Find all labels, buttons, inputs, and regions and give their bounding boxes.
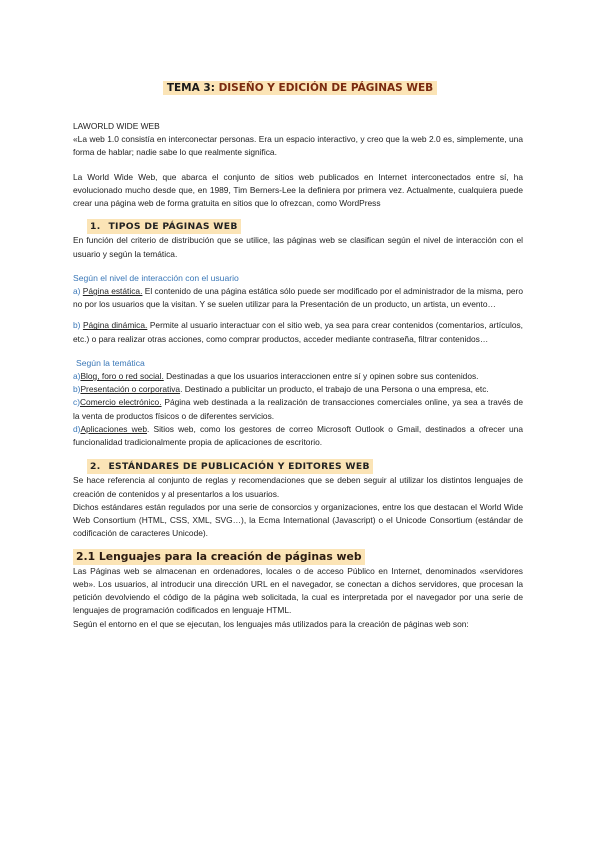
section2-para2: Dichos estándares están regulados por una serie de consorcios y organizaciones, entre los que destacan el World Wide Web Consortium (HTML, CSS, XML, SVG…), la Ecma International (Javascript) o el Unicode Consortium (estándar de codificación de caracteres Unicode). bbox=[73, 501, 523, 539]
theme-item-blog bbox=[73, 370, 523, 383]
section1-heading-row bbox=[73, 219, 523, 234]
theme-item-term: Aplicaciones web bbox=[80, 423, 147, 434]
document-body bbox=[73, 120, 523, 631]
theme-item-text: Destinadas a que los usuarios interaccionen entre sí y opinen sobre sus contenidos. bbox=[163, 371, 479, 382]
page-title bbox=[163, 81, 437, 95]
section21-heading: 2.1 Lenguajes para la creación de páginas web bbox=[73, 549, 365, 564]
item-a-term: Página estática. bbox=[82, 286, 143, 297]
section2-heading bbox=[87, 459, 373, 474]
title-prefix: TEMA 3: bbox=[166, 82, 215, 94]
theme-item-label: c) bbox=[73, 397, 80, 408]
title-main: DISEÑO Y EDICIÓN DE PÁGINAS WEB bbox=[218, 82, 434, 94]
theme-item-term: Blog, foro o red social. bbox=[80, 371, 164, 382]
intro-heading: LAWORLD WIDE WEB bbox=[73, 121, 160, 131]
section1-title: TIPOS DE PÁGINAS WEB bbox=[108, 221, 238, 233]
section21-para2: Según el entorno en el que se ejecutan, los lenguajes más utilizados para la creación de páginas web son: bbox=[73, 618, 469, 629]
interaction-heading: Según el nivel de interacción con el usuario bbox=[73, 272, 239, 283]
title-container bbox=[0, 78, 600, 96]
section1-heading bbox=[87, 219, 241, 234]
section21-heading-row bbox=[73, 549, 523, 564]
section2-number: 2. bbox=[90, 461, 101, 473]
theme-item-corporate bbox=[73, 383, 523, 396]
theme-item-term: Comercio electrónico. bbox=[79, 397, 162, 408]
theme-item-ecommerce bbox=[73, 396, 523, 422]
item-b-term: Página dinámica. bbox=[82, 320, 148, 331]
theme-item-text: . Sitios web, como los gestores de correo Microsoft Outlook o Gmail, destinados a ofrecer una funcionalidad tradicionalmente propia de aplicaciones de escritorio. bbox=[73, 423, 524, 448]
theme-item-text: . Destinado a publicitar un producto, el trabajo de una Persona o una empresa, etc. bbox=[180, 384, 489, 395]
section2-heading-row bbox=[73, 459, 523, 474]
intro-paragraph: La World Wide Web, que abarca el conjunto de sitios web publicados en Internet interconectados entre sí, ha evolucionado mucho desde que, en 1989, Tim Berners-Lee la definiera por primera vez. Actualmente, cualquiera puede crear una página web de forma gratuita en sitios que lo ofrezcan, como WordPress bbox=[73, 171, 523, 209]
section21-para1: Las Páginas web se almacenan en ordenadores, locales o de acceso Público en Internet, denominados «servidores web». Los usuarios, al introducir una dirección URL en el navegador, se conectan a dichos servidores, que procesan la petición devolviendo el código de la página web solicitada, la cual es interpretada por el navegador por una serie de lenguajes de programación codificados en lenguaje HTML. bbox=[73, 565, 523, 616]
theme-item-label: d) bbox=[73, 423, 81, 434]
intro-quote: «La web 1.0 consistía en interconectar personas. Era un espacio interactivo, y creo que la web 2.0 es, simplemente, una forma de hablar; nadie sabe lo que realmente significa. bbox=[73, 134, 523, 158]
theme-item-term: Presentación o corporativa bbox=[80, 384, 181, 395]
item-a-text: El contenido de una página estática sólo puede ser modificado por el administrador de la misma, pero no por los usuarios que la visitan. Y se suelen utilizar para la Presentación de un producto, un artista, un evento… bbox=[73, 286, 523, 310]
item-b-label: b) bbox=[73, 320, 81, 331]
item-b-text: Permite al usuario interactuar con el sitio web, ya sea para crear contenidos (comentarios, artículos, etc.) o para realizar otras acciones, como comprar productos, acceder mediante contraseña, filtrar contenidos… bbox=[73, 320, 523, 344]
section2-title: ESTÁNDARES DE PUBLICACIÓN Y EDITORES WEB bbox=[108, 461, 370, 473]
section1-intro: En función del criterio de distribución que se utilice, las páginas web se clasifican según el nivel de interacción con el usuario y según la temática. bbox=[73, 235, 523, 259]
theme-item-label: b) bbox=[73, 384, 81, 395]
item-dynamic-page bbox=[73, 319, 523, 345]
theme-item-text: Página web destinada a la realización de transacciones comerciales online, ya sea a través de la venta de productos físicos o de diferentes servicios. bbox=[73, 397, 523, 421]
theme-item-label: a) bbox=[73, 371, 81, 382]
item-a-label: a) bbox=[73, 286, 81, 297]
section2-para1: Se hace referencia al conjunto de reglas y recomendaciones que se deben seguir al utilizar los distintos lenguajes de creación de contenidos y al presentarlos a los usuarios. bbox=[73, 475, 523, 499]
theme-heading: Según la temática bbox=[76, 357, 145, 368]
item-static-page bbox=[73, 285, 523, 311]
theme-item-webapps bbox=[73, 423, 523, 449]
section1-number: 1. bbox=[90, 221, 101, 233]
